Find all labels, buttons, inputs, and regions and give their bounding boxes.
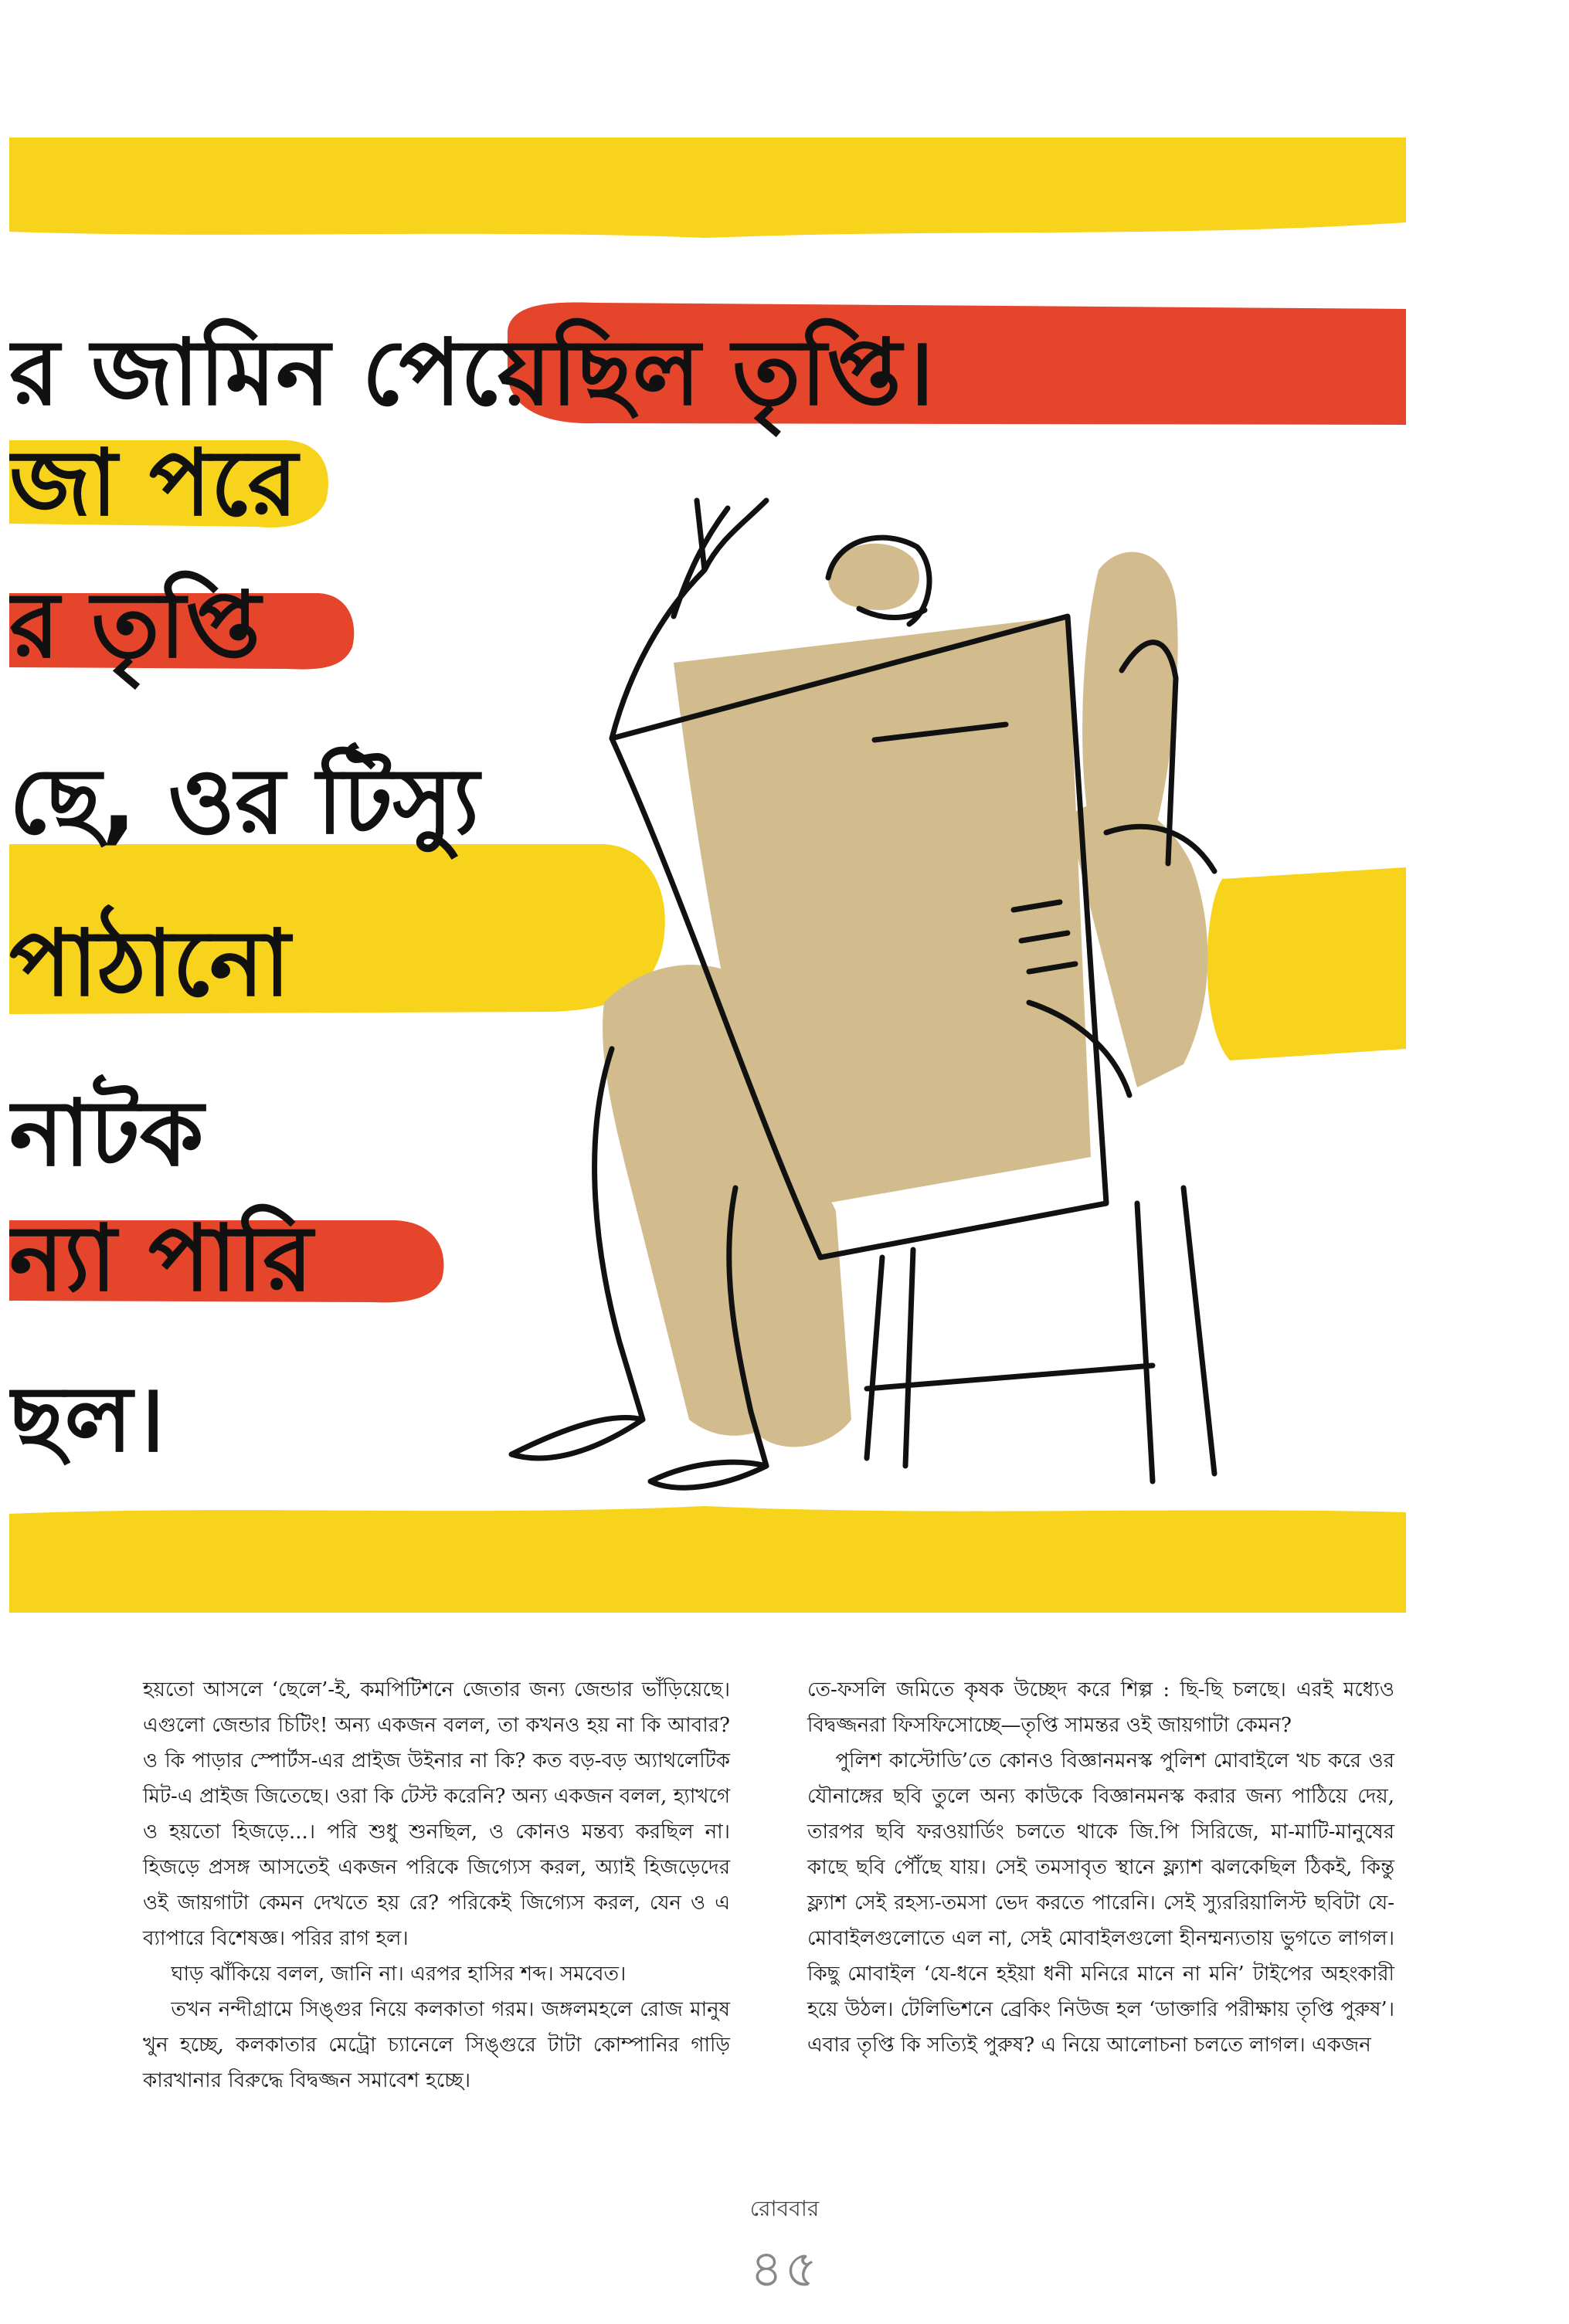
page-footer <box>0 2192 1569 2315</box>
lettering-line-7: ন্যা পারি <box>9 1205 313 1311</box>
bottom-yellow-band <box>9 1506 1406 1613</box>
lettering-line-8: ছল। <box>9 1366 165 1472</box>
article-column-left <box>143 1672 730 2098</box>
lettering-line-1: র জামিন পেয়েছিল তৃপ্তি। <box>9 319 935 426</box>
top-yellow-band <box>9 137 1406 238</box>
paragraph: ঘাড় ঝাঁকিয়ে বলল, জানি না। এরপর হাসির শব্দ। সমবেত। <box>171 1963 627 1986</box>
lettering-line-5: পাঠানো <box>9 910 290 1016</box>
highlight-yellow-3 <box>1207 867 1406 1060</box>
paragraph: হয়তো আসলে ‘ছেলে’-ই, কমপিটিশনে জেতার জন্য জেন্ডার ভাঁড়িয়েছে। এগুলো জেন্ডার চিটিং! অন্য একজন বলল, তা কখনও হয় না কি আবার? ও কি পাড়ার স্পোর্টস-এর প্রাইজ উইনার না কি? কত বড়-বড় অ্যাথলেটিক মিট-এ প্রাইজ জিতেছে। ওরা কি টেস্ট করেনি? অন্য একজন বলল, হ্যাখগে ও হয়তো হিজড়ে...। পরি শুধু শুনছিল, ও কোনও মন্তব্য করছিল না। হিজড়ে প্রসঙ্গ আসতেই একজন পরিকে জিগ্যেস করল, অ্যাই হিজড়েদের ওই জায়গাটা কেমন দেখতে হয় রে? পরিকেই জিগ্যেস করল, যেন ও এ ব্যাপারে বিশেষজ্ঞ। পরির রাগ হল। <box>143 1678 730 1950</box>
lettering-line-4: ছে, ওর টিস্যু <box>9 748 480 854</box>
magazine-name: রোববার <box>749 2196 820 2221</box>
paragraph: তখন নন্দীগ্রামে সিঙ্গুর নিয়ে কলকাতা গরম। জঙ্গলমহলে রোজ মানুষ খুন হচ্ছে, কলকাতার মেট্রো চ্যানেলে সিঙ্গুরে টাটা কোম্পানির গাড়ি কারখানার বিরুদ্ধে বিদ্বজ্জন সমাবেশ হচ্ছে। <box>143 1998 730 2092</box>
paragraph: তে-ফসলি জমিতে কৃষক উচ্ছেদ করে শিল্প : ছি-ছি চলছে। এরই মধ্যেও বিদ্বজ্জনরা ফিসফিসোচ্ছে—তৃপ্তি সামন্তর ওই জায়গাটা কেমন? <box>807 1678 1394 1737</box>
illustration <box>9 137 1406 1613</box>
article-column-right <box>807 1672 1394 2063</box>
page-number: ৪৫ <box>749 2239 820 2299</box>
lettering-line-2: জা পরে <box>9 429 298 536</box>
lettering-line-3: র তৃপ্তি <box>9 572 261 678</box>
lettering-line-6: নাটক <box>9 1080 204 1186</box>
paragraph: পুলিশ কাস্টোডি’তে কোনও বিজ্ঞানমনস্ক পুলিশ মোবাইলে খচ করে ওর যৌনাঙ্গের ছবি তুলে অন্য কাউকে বিজ্ঞানমনস্ক করার জন্য পাঠিয়ে দেয়, তারপর ছবি ফরওয়ার্ডিং চলতে থাকে জি.পি সিরিজে, মা-মাটি-মানুষের কাছে ছবি পৌঁছে যায়। সেই তমসাবৃত স্থানে ফ্ল্যাশ ঝলকেছিল ঠিকই, কিন্তু ফ্ল্যাশ সেই রহস্য-তমসা ভেদ করতে পারেনি। সেই স্যুররিয়ালিস্ট ছবিটা যে-মোবাইলগুলোতে এল না, সেই মোবাইলগুলো হীনম্মন্যতায় ভুগতে লাগল। কিছু মোবাইল ‘যে-ধনে হইয়া ধনী মনিরে মানে না মনি’ টাইপের অহংকারী হয়ে উঠল। টেলিভিশনে ব্রেকিং নিউজ হল ‘ডাক্তারি পরীক্ষায় তৃপ্তি পুরুষ’। এবার তৃপ্তি কি সত্যিই পুরুষ? এ নিয়ে আলোচনা চলতে লাগল। একজন <box>807 1749 1394 2057</box>
